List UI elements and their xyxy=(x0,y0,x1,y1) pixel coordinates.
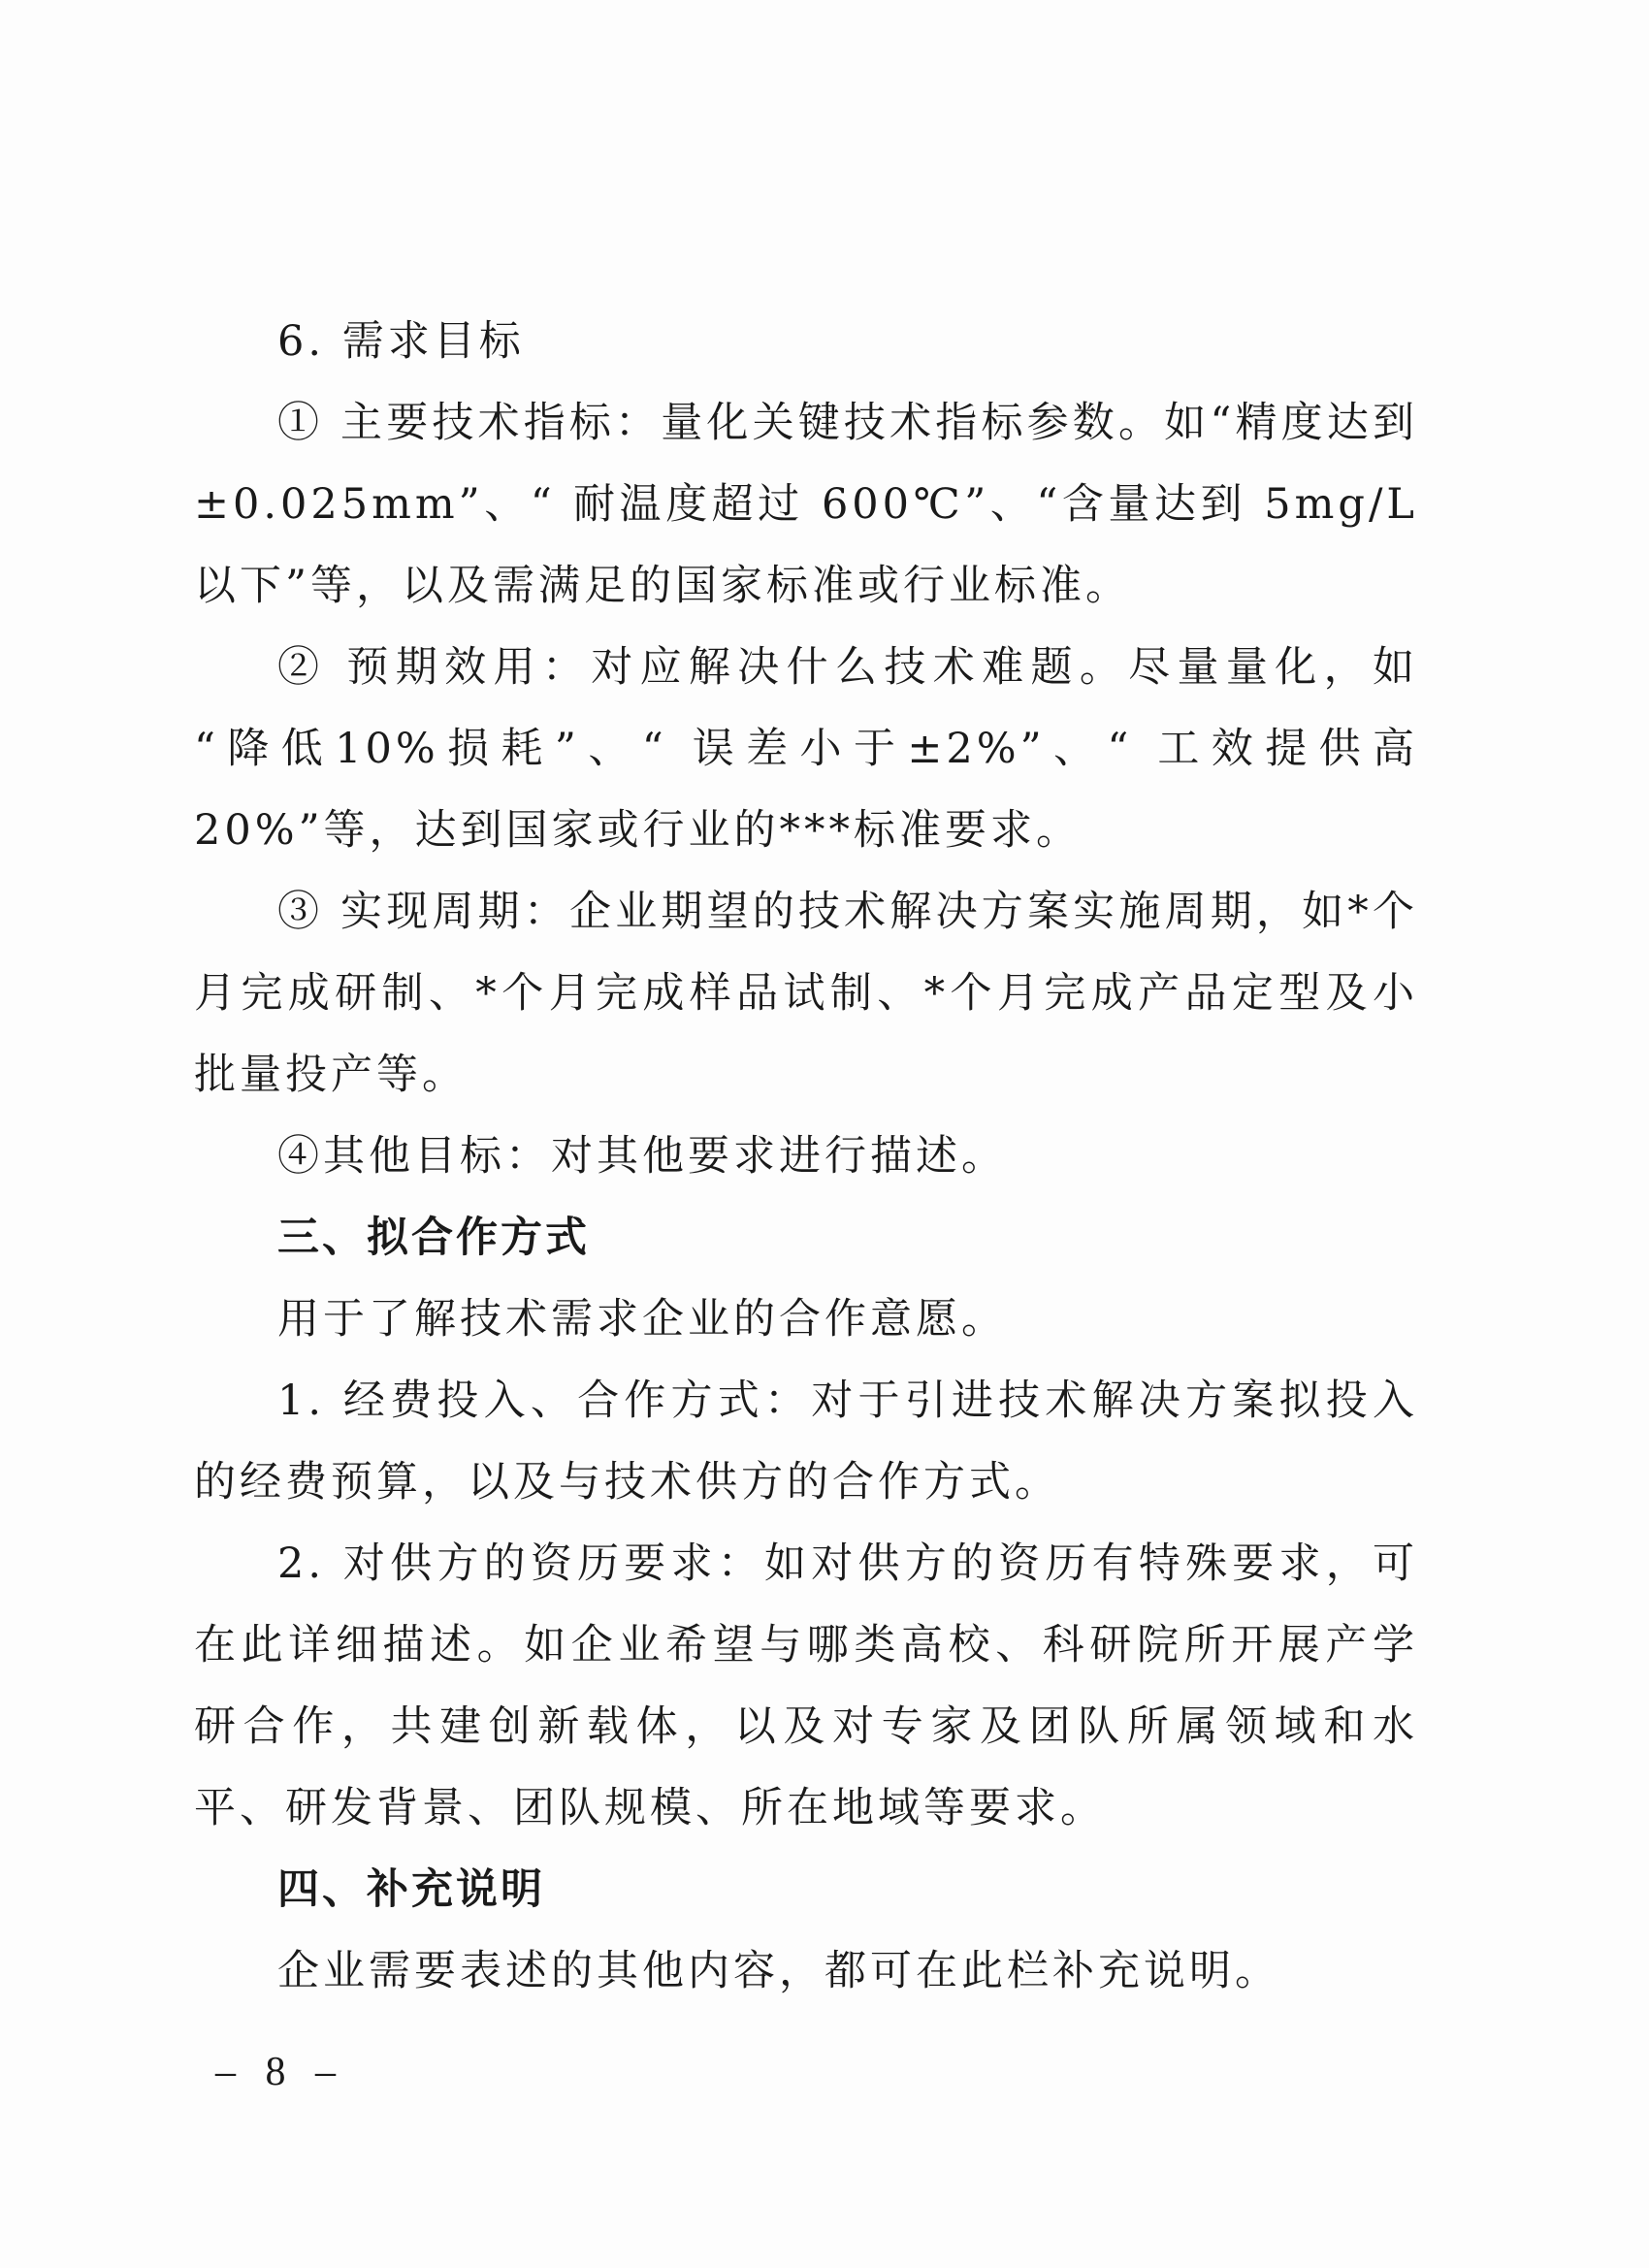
supplementary-note-paragraph: 企业需要表述的其他内容，都可在此栏补充说明。 xyxy=(277,1947,1280,1995)
funding-cooperation-paragraph: 1. 经费投入、合作方式：对于引进技术解决方案拟投入的经费预算，以及与技术供方的合作方式。 xyxy=(194,1377,1418,1507)
section-3-heading: 三、拟合作方式 xyxy=(277,1214,590,1262)
other-goals-paragraph: ④其他目标：对其他要求进行描述。 xyxy=(277,1132,1007,1181)
implementation-period-paragraph: ③ 实现周期：企业期望的技术解决方案实施周期，如*个月完成研制、*个月完成样品试制、*个月完成产品定型及小批量投产等。 xyxy=(194,888,1418,1099)
section-6-heading: 6. 需求目标 xyxy=(277,317,525,366)
expected-utility-paragraph: ② 预期效用：对应解决什么技术难题。尽量量化，如 “降低10%损耗”、“ 误差小于±2%”、“ 工效提供高 20%”等，达到国家或行业的***标准要求。 xyxy=(194,643,1418,855)
page-number: – 8 – xyxy=(215,2050,345,2094)
supplier-qualification-paragraph: 2. 对供方的资历要求：如对供方的资历有特殊要求，可在此详细描述。如企业希望与哪类高校、科研院所开展产学研合作，共建创新载体，以及对专家及团队所属领域和水平、研发背景、团队规模、所在地域等要求。 xyxy=(194,1539,1418,1832)
cooperation-intent-paragraph: 用于了解技术需求企业的合作意愿。 xyxy=(277,1295,1007,1344)
section-4-heading: 四、补充说明 xyxy=(277,1865,545,1914)
main-technical-indicators-paragraph: ① 主要技术指标：量化关键技术指标参数。如“精度达到±0.025mm”、“ 耐温度超过 600℃”、“含量达到 5mg/L 以下”等，以及需满足的国家标准或行业标准。 xyxy=(194,399,1418,610)
document-body xyxy=(194,301,1418,2012)
